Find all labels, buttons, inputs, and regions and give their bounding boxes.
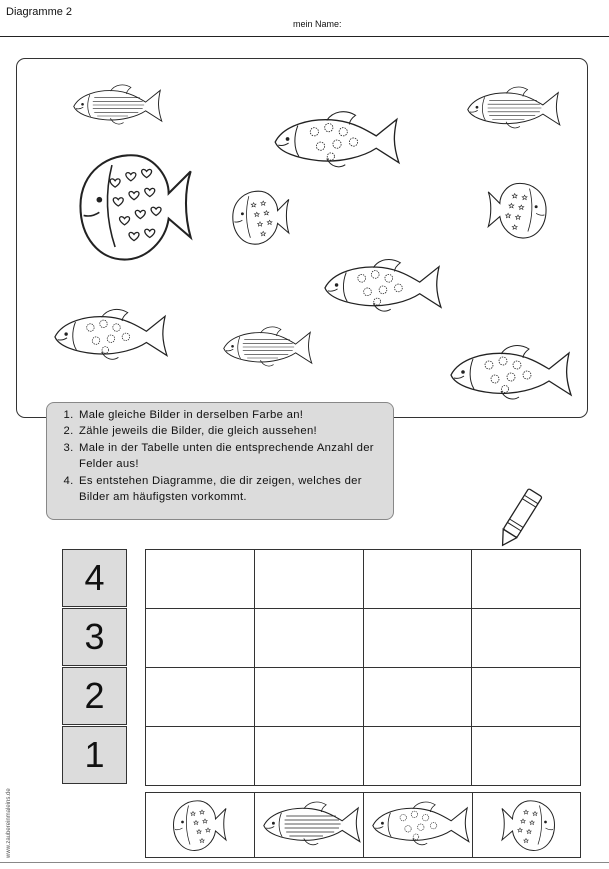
- grid-cell[interactable]: [472, 727, 581, 786]
- side-watermark: [2, 770, 12, 860]
- striped-fish: [65, 83, 169, 127]
- bottom-divider: [0, 862, 609, 863]
- star-round-fish-icon: [166, 795, 232, 855]
- grid-cell[interactable]: [472, 609, 581, 668]
- grid-cell[interactable]: [254, 668, 363, 727]
- star-round-fish-icon: [497, 795, 561, 855]
- heart-fish: [67, 143, 201, 269]
- fish-picture-frame: [16, 58, 588, 418]
- grid-cell[interactable]: [472, 668, 581, 727]
- flower-fish: [45, 307, 175, 363]
- grid-cell[interactable]: [363, 668, 472, 727]
- instruction-item: 3. Male in der Tabelle unten die entsprechende Anzahl der Felder aus!: [77, 440, 387, 473]
- side-watermark-text: www.zaubereinmaleins.de: [6, 788, 12, 858]
- key-flower-fish: [364, 793, 473, 857]
- flower-fish-icon: [368, 799, 472, 849]
- grid-cell[interactable]: [363, 550, 472, 609]
- instruction-item: 1. Male gleiche Bilder in derselben Farbe an!: [77, 407, 387, 423]
- grid-cell[interactable]: [363, 609, 472, 668]
- striped-fish-icon: [259, 799, 363, 849]
- scale-label-3: 3: [62, 608, 127, 666]
- instructions-list: [59, 407, 387, 505]
- header-divider: [0, 36, 609, 37]
- grid-cell[interactable]: [146, 609, 255, 668]
- instruction-item: 2. Zähle jeweils die Bilder, die gleich aussehen!: [77, 423, 387, 439]
- flower-fish: [317, 257, 447, 315]
- diagram-grid: [145, 549, 581, 786]
- key-star-fish: [146, 793, 255, 857]
- fish-key-row: [145, 792, 581, 858]
- key-striped-fish: [255, 793, 364, 857]
- striped-fish: [461, 85, 565, 131]
- name-label: mein Name:: [293, 19, 342, 29]
- crayon-icon: [492, 484, 546, 554]
- star-round-fish: [485, 177, 551, 243]
- scale-label-2: 2: [62, 667, 127, 725]
- striped-fish: [215, 325, 319, 369]
- instructions-box: [46, 402, 394, 520]
- grid-cell[interactable]: [254, 727, 363, 786]
- grid-cell[interactable]: [146, 668, 255, 727]
- star-round-fish: [227, 185, 293, 249]
- scale-label-4: 4: [62, 549, 127, 607]
- grid-cell[interactable]: [254, 609, 363, 668]
- grid-cell[interactable]: [146, 550, 255, 609]
- flower-fish: [445, 343, 575, 403]
- grid-cell[interactable]: [254, 550, 363, 609]
- instruction-item: 4. Es entstehen Diagramme, die dir zeigen, welches der Bilder am häufigsten vorkommt.: [77, 473, 387, 506]
- grid-cell[interactable]: [363, 727, 472, 786]
- grid-cell[interactable]: [146, 727, 255, 786]
- scale-label-1: 1: [62, 726, 127, 784]
- grid-cell[interactable]: [472, 550, 581, 609]
- flower-fish: [269, 109, 403, 171]
- key-star-round-fish: [473, 793, 582, 857]
- worksheet-title: Diagramme 2: [6, 6, 73, 18]
